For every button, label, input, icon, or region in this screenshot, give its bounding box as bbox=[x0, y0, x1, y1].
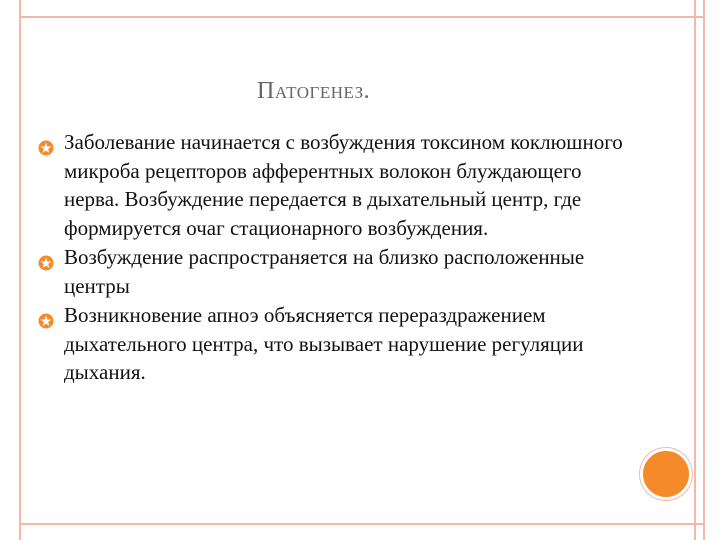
frame-line-right-inner bbox=[694, 0, 696, 540]
bullet-item bbox=[38, 128, 638, 242]
bullet-item bbox=[38, 243, 638, 300]
bullet-item bbox=[38, 301, 638, 387]
bullet-text: Заболевание начинается с возбуждения токсином коклюшного микроба рецепторов афферентных волокон блуждающего нерва. Возбуждение передается в дыхательный центр, где формируется очаг стационарного возбуждения. bbox=[64, 130, 623, 240]
flower-bullet-icon bbox=[38, 308, 54, 324]
frame-line-top bbox=[19, 16, 705, 18]
flower-bullet-icon bbox=[38, 135, 54, 151]
flower-bullet-icon bbox=[38, 250, 54, 266]
decorative-circle bbox=[640, 448, 692, 500]
frame-line-left bbox=[19, 0, 21, 540]
slide-title: Патогенез. bbox=[257, 78, 371, 104]
bullet-text: Возникновение апноэ объясняется перераздражением дыхательного центра, что вызывает нарушение регуляции дыхания. bbox=[64, 303, 584, 384]
frame-line-bottom bbox=[19, 523, 705, 525]
frame-line-right-outer bbox=[703, 0, 705, 540]
bullet-list bbox=[38, 128, 638, 387]
bullet-text: Возбуждение распространяется на близко расположенные центры bbox=[64, 245, 585, 298]
